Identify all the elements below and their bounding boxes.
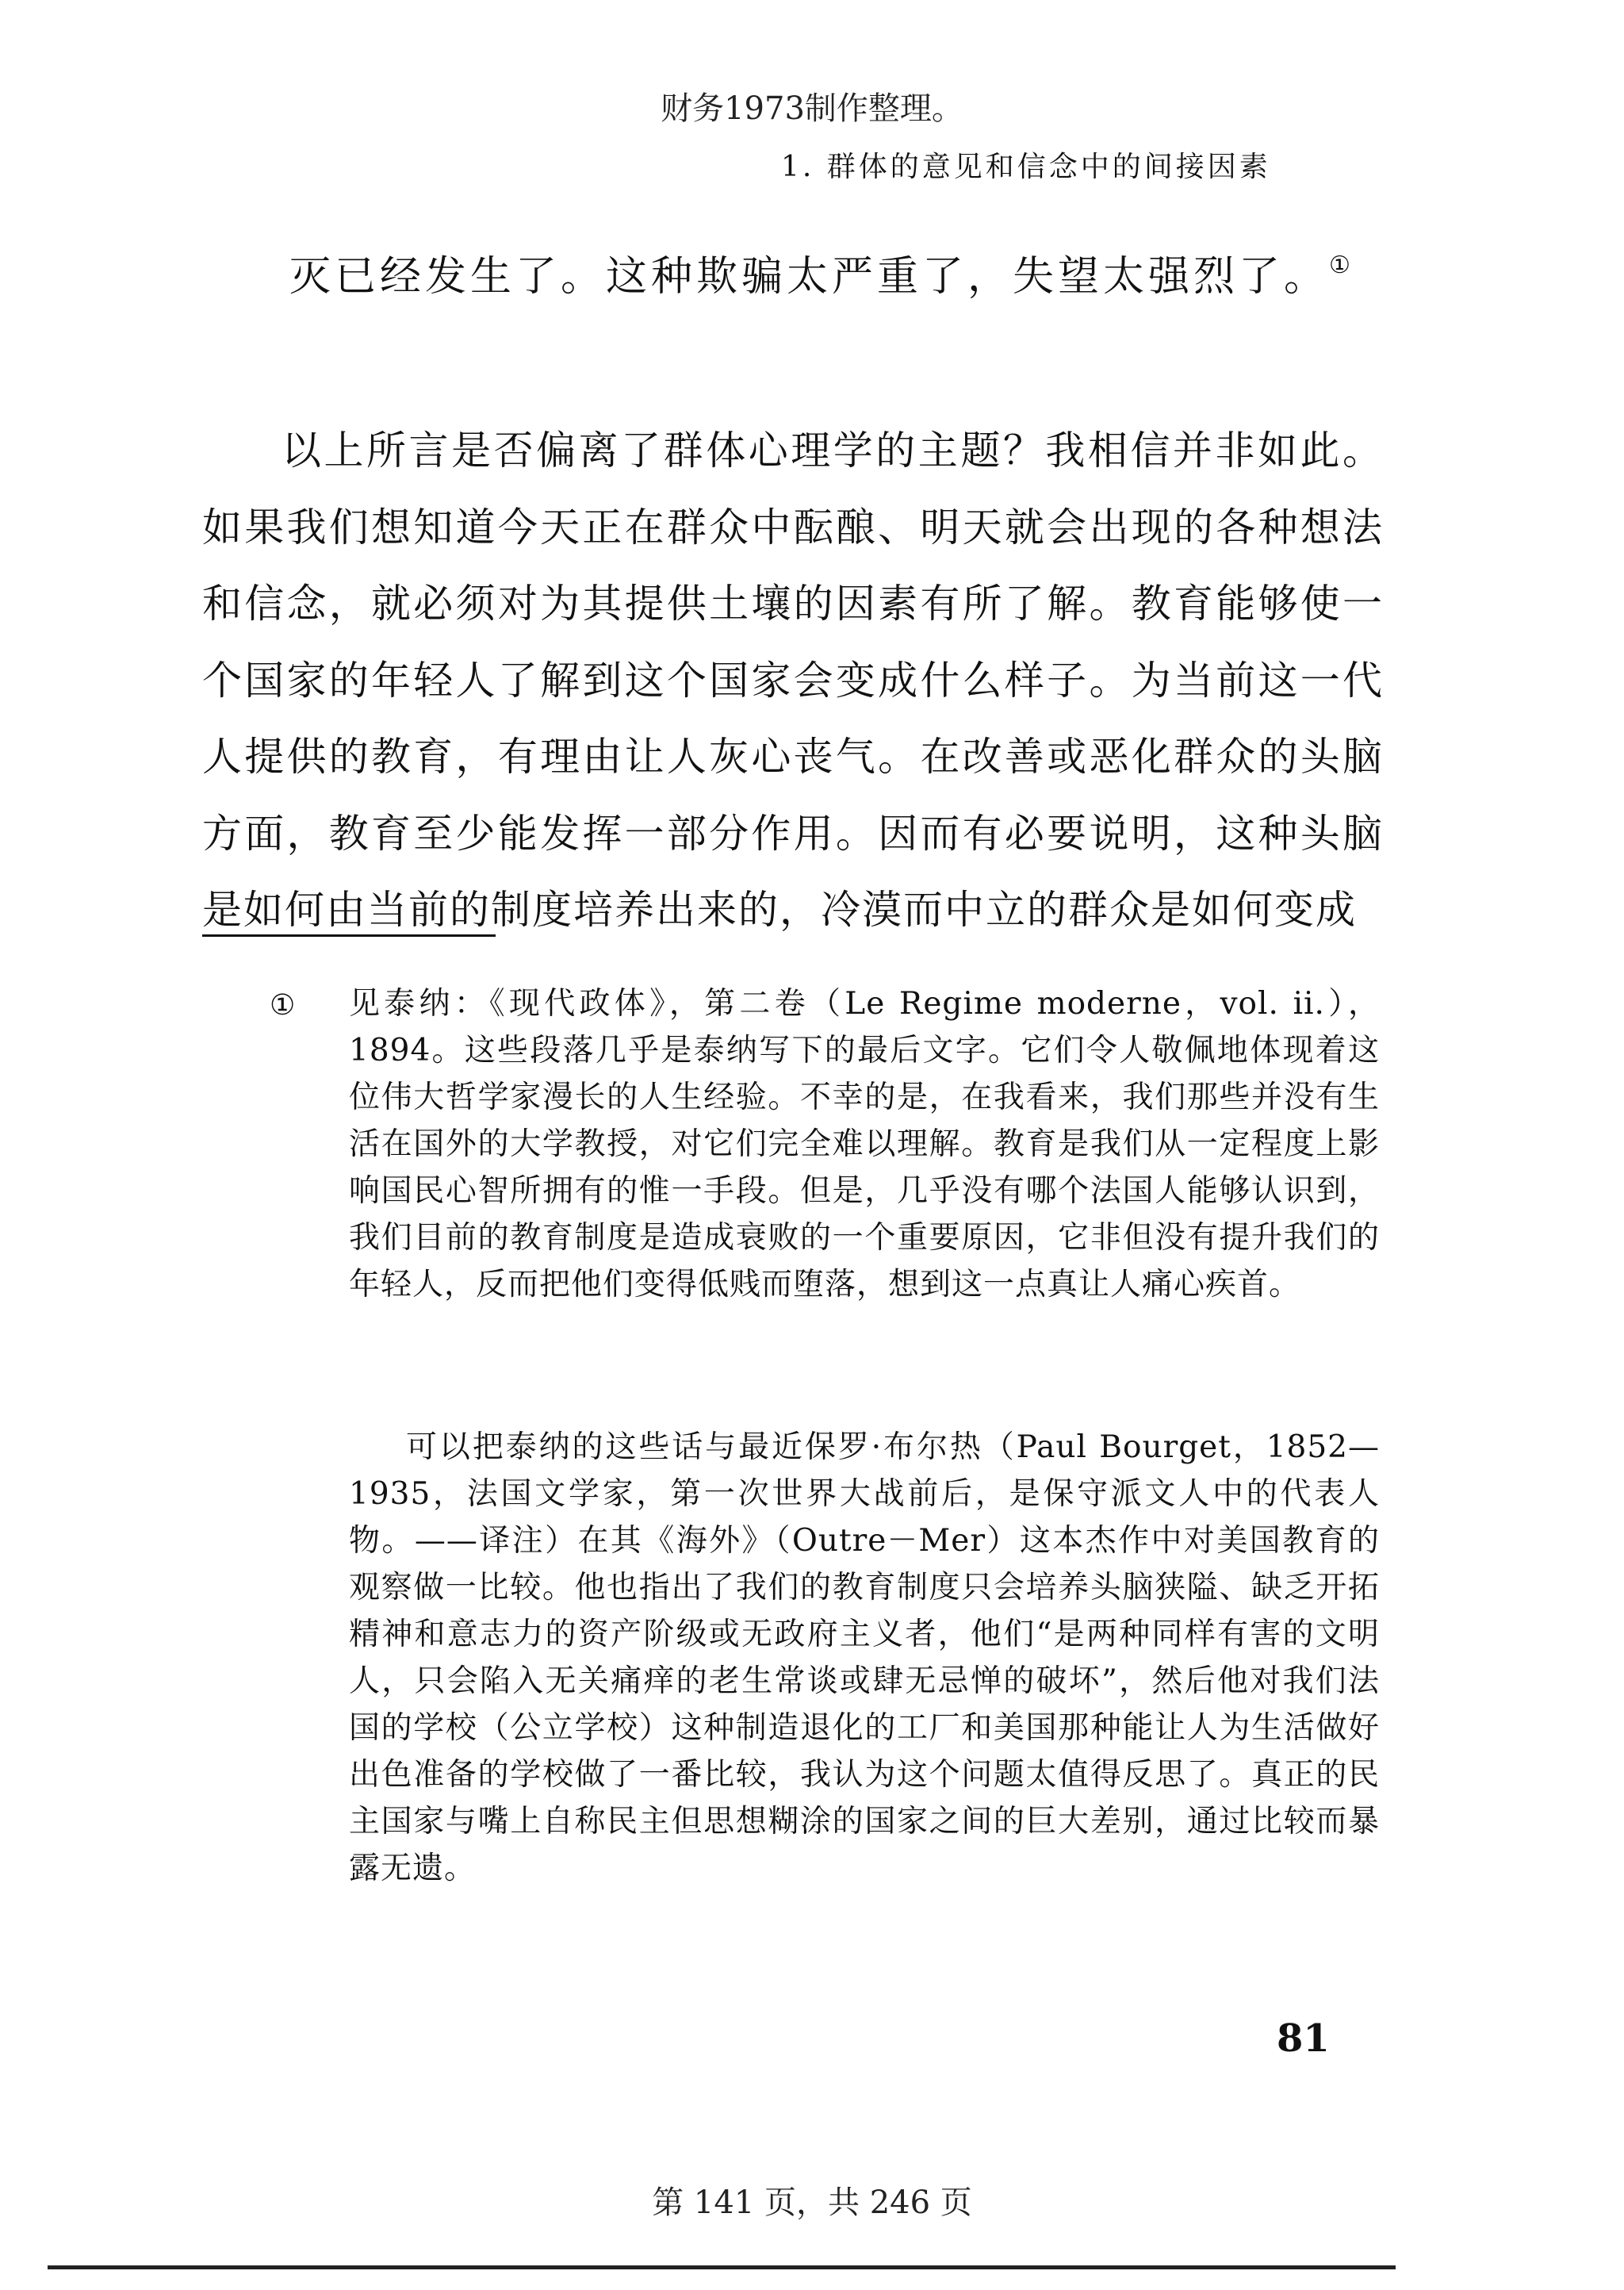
body-paragraph: 以上所言是否偏离了群体心理学的主题？我相信并非如此。如果我们想知道今天正在群众中酝酿、明天就会出现的各种想法和信念，就必须对为其提供土壤的因素有所了解。教育能够使一个国家的年轻人了解到这个国家会变成什么样子。为当前这一代人提供的教育，有理由让人灰心丧气。在改善或恶化群众的头脑方面，教育至少能发挥一部分作用。因而有必要说明，这种头脑是如何由当前的制度培养出来的，冷漠而中立的群众是如何变成 <box>202 428 1384 933</box>
footnote-reference: ① <box>1329 251 1350 279</box>
footnote-paragraph-1: 见泰纳：《现代政体》，第二卷（Le Regime moderne，vol. ii.），1894。这些段落几乎是泰纳写下的最后文字。它们令人敬佩地体现着这位伟大哲学家漫长的人生经验。不幸的是，在我看来，我们那些并没有生活在国外的大学教授，对它们完全难以理解。教育是我们从一定程度上影响国民心智所拥有的惟一手段。但是，几乎没有哪个法国人能够认识到，我们目前的教育制度是造成衰败的一个重要原因，它非但没有提升我们的年轻人，反而把他们变得低贱而堕落，想到这一点真让人痛心疾首。 <box>349 986 1380 1302</box>
watermark-text: 财务1973制作整理。 <box>661 90 963 127</box>
footnote-marker: ① <box>270 989 296 1022</box>
footnote-paragraph-2: 可以把泰纳的这些话与最近保罗·布尔热（Paul Bourget，1852—1935，法国文学家，第一次世界大战前后，是保守派文人中的代表人物。——译注）在其《海外》（Outre－Mer）这本杰作中对美国教育的观察做一比较。他也指出了我们的教育制度只会培养头脑狭隘、缺乏开拓精神和意志力的资产阶级或无政府主义者，他们“是两种同样有害的文明人，只会陷入无关痛痒的老生常谈或肆无忌惮的破坏”，然后他对我们法国的学校（公立学校）这种制造退化的工厂和美国那种能让人为生活做好出色准备的学校做了一番比较，我认为这个问题太值得反思了。真正的民主国家与嘴上自称民主但思想糊涂的国家之间的巨大差别，通过比较而暴露无遗。 <box>349 1429 1380 1886</box>
continuation-line <box>289 238 1350 305</box>
running-head: 1. 群体的意见和信念中的间接因素 <box>781 151 1271 183</box>
page-count: 第 141 页，共 246 页 <box>652 2185 972 2221</box>
continuation-text: 灭已经发生了。这种欺骗太严重了，失望太强烈了。 <box>289 253 1330 301</box>
page-number: 81 <box>1277 2016 1330 2061</box>
scan-edge-line <box>48 2265 1396 2269</box>
footnote-divider <box>202 934 496 937</box>
